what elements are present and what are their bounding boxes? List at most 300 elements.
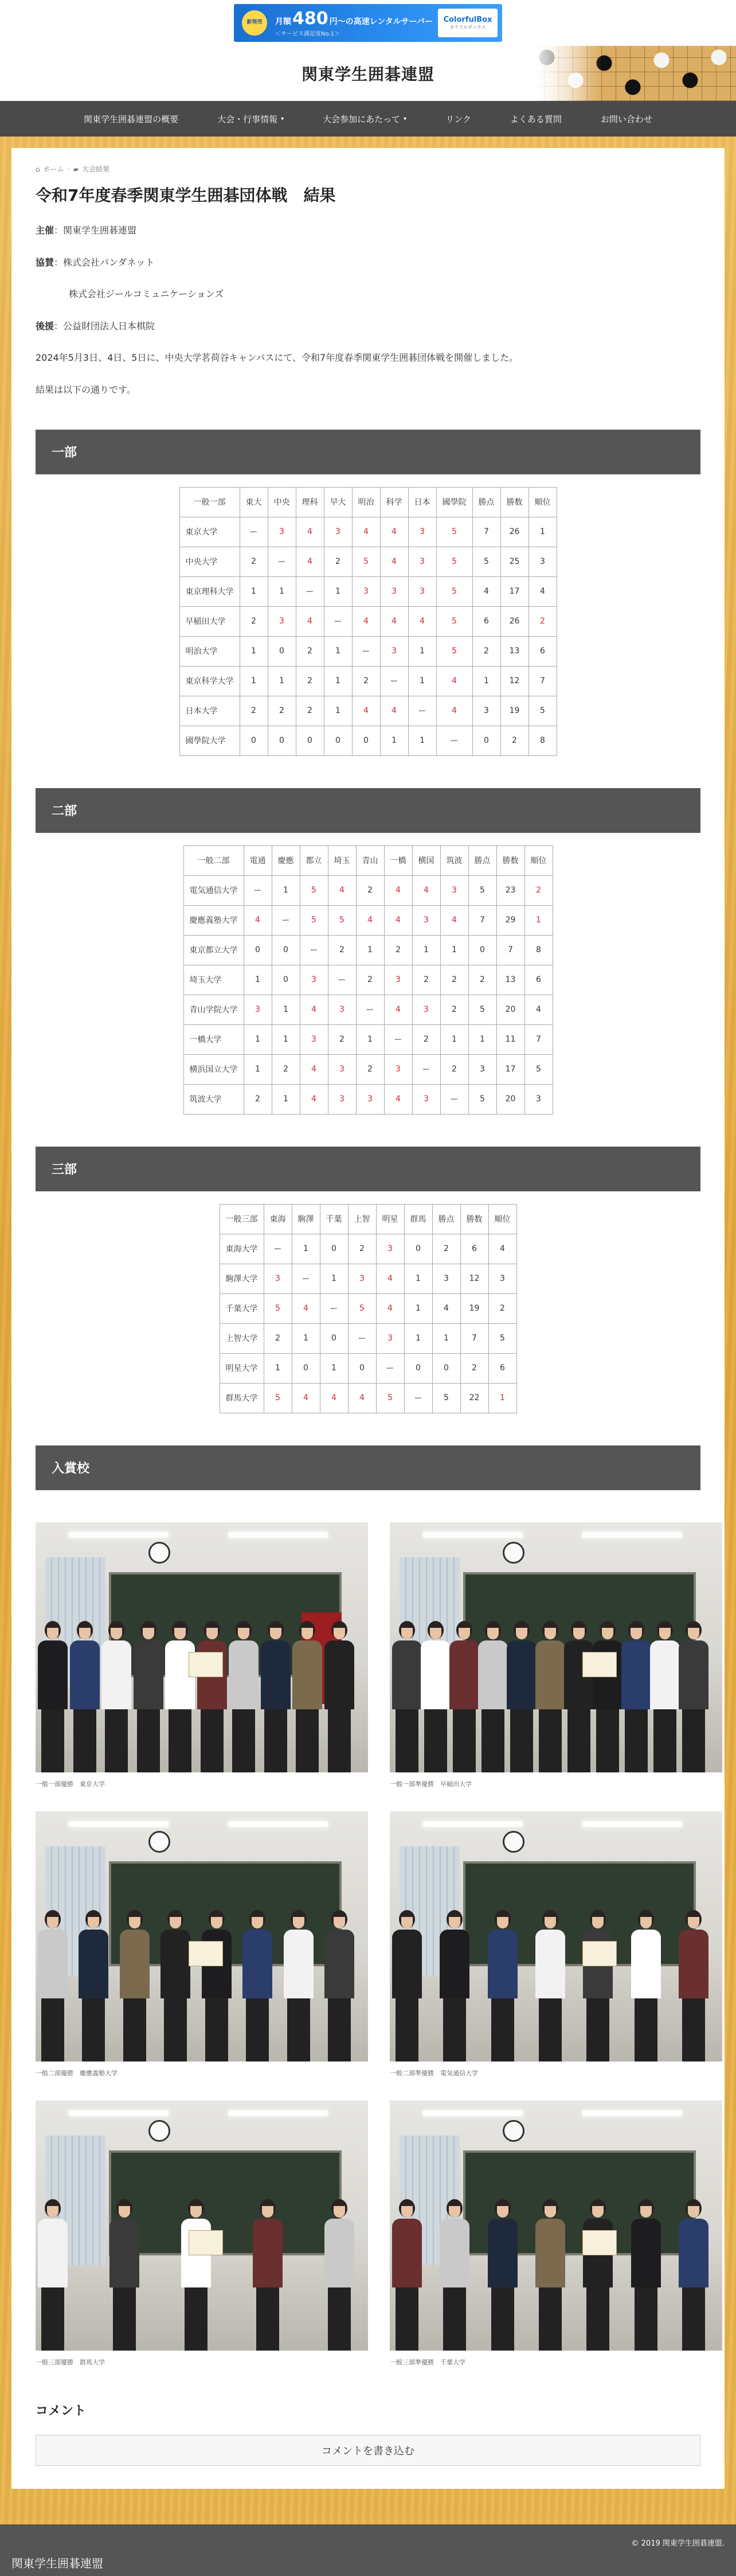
table-cell: 4 bbox=[384, 875, 412, 905]
table-cell: ー bbox=[412, 1054, 440, 1084]
table-cell: 26 bbox=[500, 606, 528, 636]
table-cell: 17 bbox=[496, 1054, 524, 1084]
table-cell: 2 bbox=[348, 1234, 376, 1264]
winner-photo[interactable] bbox=[36, 2100, 368, 2351]
person-figure bbox=[253, 2199, 283, 2351]
table-cell: 5 bbox=[436, 636, 472, 666]
table-cell: ー bbox=[324, 606, 352, 636]
table-cell: 3 bbox=[268, 517, 296, 547]
winner-photo[interactable] bbox=[36, 1522, 368, 1772]
chevron-down-icon: ▾ bbox=[281, 115, 284, 122]
ad-logo-sub: カラフルボックス bbox=[449, 25, 486, 30]
person-figure bbox=[134, 1621, 163, 1772]
table-cell: 0 bbox=[468, 935, 496, 965]
result-intro: 結果は以下の通りです。 bbox=[36, 384, 136, 395]
table-header-row bbox=[220, 1204, 516, 1234]
person-figure bbox=[284, 1910, 314, 2061]
table-cell: 4 bbox=[432, 1293, 460, 1323]
table-cell: 4 bbox=[412, 875, 440, 905]
table-cell: 4 bbox=[524, 995, 553, 1024]
table-cell: 19 bbox=[500, 696, 528, 726]
table-row bbox=[183, 935, 553, 965]
table-cell: 23 bbox=[496, 875, 524, 905]
table-cell: 1 bbox=[240, 576, 268, 606]
team-name-cell: 群馬大学 bbox=[220, 1383, 264, 1413]
table-cell: 5 bbox=[468, 995, 496, 1024]
table-row bbox=[183, 965, 553, 995]
person-figure bbox=[38, 1910, 68, 2061]
table-cell: 0 bbox=[404, 1234, 432, 1264]
table-row bbox=[183, 905, 553, 935]
table-column-header: 千葉 bbox=[320, 1204, 348, 1234]
table-cell: 2 bbox=[440, 965, 468, 995]
table-cell: 11 bbox=[496, 1024, 524, 1054]
table-cell: 26 bbox=[500, 517, 528, 547]
table-cell: 5 bbox=[376, 1383, 404, 1413]
goban-image bbox=[530, 46, 736, 101]
winner-photo-card bbox=[390, 1522, 722, 1788]
table-row bbox=[179, 517, 557, 547]
person-figure bbox=[535, 2199, 565, 2351]
table-cell: 5 bbox=[432, 1383, 460, 1413]
table-row bbox=[179, 606, 557, 636]
table-cell: 2 bbox=[468, 965, 496, 995]
winner-photo[interactable] bbox=[390, 1811, 722, 2061]
breadcrumb bbox=[36, 164, 700, 174]
group-of-people bbox=[36, 2191, 368, 2351]
table-row bbox=[179, 636, 557, 666]
table-cell: 2 bbox=[244, 1084, 272, 1114]
team-name-cell: 一橋大学 bbox=[183, 1024, 244, 1054]
team-name-cell: 國學院大学 bbox=[179, 726, 240, 755]
person-figure bbox=[242, 1910, 272, 2061]
table-cell: 5 bbox=[488, 1323, 516, 1353]
team-name-cell: 電気通信大学 bbox=[183, 875, 244, 905]
results-table bbox=[179, 487, 557, 756]
table-cell: 1 bbox=[292, 1234, 320, 1264]
certificate bbox=[582, 2230, 617, 2255]
ad-subline: ＜サービス満足度No.1＞ bbox=[275, 31, 340, 37]
certificate bbox=[189, 1652, 223, 1677]
table-cell: 1 bbox=[408, 636, 436, 666]
table-cell: 7 bbox=[524, 1024, 553, 1054]
folder-icon: ▰ bbox=[73, 165, 79, 173]
table-cell: 3 bbox=[408, 576, 436, 606]
team-name-cell: 慶應義塾大学 bbox=[183, 905, 244, 935]
table-column-header: 東大 bbox=[240, 487, 268, 517]
table-cell: 5 bbox=[436, 547, 472, 576]
table-cell: 12 bbox=[500, 666, 528, 696]
results-table-wrap bbox=[36, 845, 700, 1114]
table-column-header: 勝数 bbox=[496, 845, 524, 875]
group-of-people bbox=[36, 1612, 368, 1772]
table-cell: 5 bbox=[436, 576, 472, 606]
table-cell: 2 bbox=[412, 1024, 440, 1054]
person-figure bbox=[488, 2199, 518, 2351]
table-header-row bbox=[179, 487, 557, 517]
table-cell: 3 bbox=[324, 517, 352, 547]
table-column-header: 科学 bbox=[380, 487, 408, 517]
site-title-link[interactable]: 関東学生囲碁連盟 bbox=[301, 65, 434, 84]
table-cell: 2 bbox=[356, 965, 384, 995]
table-column-header: 國學院 bbox=[436, 487, 472, 517]
nav-item-label: お問い合わせ bbox=[600, 114, 652, 124]
table-cell: 2 bbox=[324, 547, 352, 576]
table-cell: ー bbox=[272, 905, 300, 935]
table-cell: 22 bbox=[460, 1383, 488, 1413]
section-heading-winners: 入賞校 bbox=[36, 1445, 700, 1490]
table-cell: 4 bbox=[352, 517, 380, 547]
table-column-header: 中央 bbox=[268, 487, 296, 517]
sponsor-line-2: 株式会社ジールコミュニケーションズ bbox=[69, 289, 224, 300]
table-cell: ー bbox=[268, 547, 296, 576]
table-corner-header: 一般一部 bbox=[179, 487, 240, 517]
team-name-cell: 上智大学 bbox=[220, 1323, 264, 1353]
table-cell: 1 bbox=[272, 1084, 300, 1114]
table-cell: 2 bbox=[268, 696, 296, 726]
table-cell: ー bbox=[436, 726, 472, 755]
table-cell: 1 bbox=[292, 1323, 320, 1353]
person-figure bbox=[202, 1910, 232, 2061]
winner-photo[interactable] bbox=[390, 2100, 722, 2351]
table-cell: 2 bbox=[296, 636, 324, 666]
table-row bbox=[179, 547, 557, 576]
table-cell: 1 bbox=[380, 726, 408, 755]
team-name-cell: 東京大学 bbox=[179, 517, 240, 547]
ad-logo-text: ColorfulBox bbox=[443, 15, 492, 24]
person-figure bbox=[488, 1910, 518, 2061]
table-cell: 3 bbox=[380, 576, 408, 606]
table-cell: 4 bbox=[296, 606, 324, 636]
team-name-cell: 東京科学大学 bbox=[179, 666, 240, 696]
certificate bbox=[582, 1652, 617, 1677]
team-name-cell: 筑波大学 bbox=[183, 1084, 244, 1114]
table-cell: 3 bbox=[432, 1264, 460, 1293]
table-cell: ー bbox=[348, 1323, 376, 1353]
person-figure bbox=[109, 2199, 139, 2351]
ceiling-light bbox=[582, 1532, 682, 1538]
results-table-wrap bbox=[36, 1204, 700, 1413]
table-row bbox=[183, 875, 553, 905]
table-cell: 5 bbox=[472, 547, 500, 576]
photo-caption: 一般一部優勝 東京大学 bbox=[36, 1780, 105, 1788]
table-row bbox=[183, 1024, 553, 1054]
table-cell: 2 bbox=[460, 1353, 488, 1383]
table-corner-header: 一般二部 bbox=[183, 845, 244, 875]
results-table bbox=[220, 1204, 517, 1413]
nav-item-1[interactable] bbox=[198, 101, 303, 137]
table-row bbox=[179, 666, 557, 696]
table-cell: 1 bbox=[324, 666, 352, 696]
table-column-header: 順位 bbox=[528, 487, 557, 517]
table-cell: 2 bbox=[356, 1054, 384, 1084]
person-figure bbox=[583, 2199, 613, 2351]
table-cell: 3 bbox=[524, 1084, 553, 1114]
certificate bbox=[189, 1941, 223, 1966]
table-cell: 0 bbox=[320, 1234, 348, 1264]
nav-item-4[interactable] bbox=[491, 101, 581, 137]
photo-caption: 一般二部優勝 慶應義塾大学 bbox=[36, 2069, 118, 2077]
table-cell: 4 bbox=[436, 666, 472, 696]
ceiling-light bbox=[228, 2110, 328, 2116]
table-cell: 0 bbox=[268, 726, 296, 755]
table-cell: 4 bbox=[296, 547, 324, 576]
section-heading-division: 二部 bbox=[36, 788, 700, 833]
table-cell: 2 bbox=[264, 1323, 292, 1353]
nav-item-5[interactable] bbox=[581, 101, 672, 137]
table-cell: ー bbox=[356, 995, 384, 1024]
team-name-cell: 明治大学 bbox=[179, 636, 240, 666]
table-row bbox=[220, 1383, 516, 1413]
table-cell: 0 bbox=[268, 636, 296, 666]
person-figure bbox=[160, 1910, 190, 2061]
footer-copyright: © 2019 関東学生囲碁連盟. bbox=[631, 2539, 725, 2548]
write-comment-button[interactable]: コメントを書き込む bbox=[36, 2435, 700, 2466]
table-cell: 2 bbox=[440, 995, 468, 1024]
table-cell: 7 bbox=[460, 1323, 488, 1353]
table-cell: 3 bbox=[380, 636, 408, 666]
ad-price: 480 bbox=[292, 9, 328, 29]
table-cell: 3 bbox=[264, 1264, 292, 1293]
group-of-people bbox=[390, 1612, 722, 1772]
person-figure bbox=[392, 2199, 422, 2351]
table-cell: 4 bbox=[292, 1383, 320, 1413]
table-cell: ー bbox=[408, 696, 436, 726]
table-column-header: 東海 bbox=[264, 1204, 292, 1234]
person-figure bbox=[440, 1910, 469, 2061]
table-cell: 3 bbox=[328, 1054, 356, 1084]
table-cell: 2 bbox=[472, 636, 500, 666]
table-cell: 2 bbox=[524, 875, 553, 905]
clock-icon bbox=[148, 2120, 170, 2142]
nav-item-0[interactable] bbox=[64, 101, 198, 137]
person-figure bbox=[165, 1621, 195, 1772]
organizer-label: 主催 bbox=[36, 225, 54, 236]
table-row bbox=[220, 1293, 516, 1323]
table-cell: 17 bbox=[500, 576, 528, 606]
table-cell: 6 bbox=[472, 606, 500, 636]
table-cell: 2 bbox=[488, 1293, 516, 1323]
sponsor-line bbox=[36, 255, 700, 270]
table-cell: 4 bbox=[300, 1084, 328, 1114]
table-cell: 2 bbox=[272, 1054, 300, 1084]
table-cell: 5 bbox=[524, 1054, 553, 1084]
table-cell: 1 bbox=[432, 1323, 460, 1353]
ad-price-suffix: 円〜の高速レンタルサーバー bbox=[329, 17, 433, 26]
organizer-line bbox=[36, 223, 700, 238]
support-value: ：公益財団法人日本棋院 bbox=[54, 320, 155, 332]
team-name-cell: 日本大学 bbox=[179, 696, 240, 726]
table-cell: 3 bbox=[352, 576, 380, 606]
table-cell: 0 bbox=[404, 1353, 432, 1383]
table-column-header: 理科 bbox=[296, 487, 324, 517]
table-cell: ー bbox=[328, 965, 356, 995]
table-cell: 4 bbox=[352, 606, 380, 636]
person-figure bbox=[631, 2199, 661, 2351]
table-cell: 1 bbox=[240, 666, 268, 696]
table-cell: ー bbox=[264, 1234, 292, 1264]
table-cell: 4 bbox=[348, 1383, 376, 1413]
breadcrumb-category[interactable]: 大会結果 bbox=[81, 165, 109, 173]
table-cell: 1 bbox=[356, 1024, 384, 1054]
table-cell: 4 bbox=[384, 995, 412, 1024]
table-column-header: 順位 bbox=[488, 1204, 516, 1234]
nav-item-label: 関東学生囲碁連盟の概要 bbox=[84, 114, 179, 124]
table-cell: 5 bbox=[300, 875, 328, 905]
person-figure bbox=[392, 1621, 422, 1772]
person-figure bbox=[593, 1621, 623, 1772]
footer-title: 関東学生囲碁連盟 bbox=[11, 2556, 103, 2570]
ad-logo bbox=[438, 9, 498, 37]
table-row bbox=[183, 995, 553, 1024]
table-cell: 5 bbox=[436, 606, 472, 636]
table-cell: 0 bbox=[432, 1353, 460, 1383]
person-figure bbox=[564, 1621, 594, 1772]
person-figure bbox=[478, 1621, 508, 1772]
table-column-header: 都立 bbox=[300, 845, 328, 875]
person-figure bbox=[229, 1621, 259, 1772]
table-column-header: 筑波 bbox=[440, 845, 468, 875]
winner-photo[interactable] bbox=[390, 1522, 722, 1772]
person-figure bbox=[38, 2199, 68, 2351]
table-cell: 4 bbox=[440, 905, 468, 935]
page-title: 令和7年度春季関東学生囲碁団体戦 結果 bbox=[36, 186, 336, 205]
comments-title: コメント bbox=[36, 2403, 87, 2418]
organizer-value: ：関東学生囲碁連盟 bbox=[54, 225, 137, 236]
sponsor-label: 協賛 bbox=[36, 256, 54, 268]
table-cell: 3 bbox=[356, 1084, 384, 1114]
table-cell: 19 bbox=[460, 1293, 488, 1323]
team-name-cell: 千葉大学 bbox=[220, 1293, 264, 1323]
ceiling-light bbox=[69, 1532, 169, 1538]
sponsor-value-1: ：株式会社パンダネット bbox=[54, 256, 155, 268]
table-cell: 1 bbox=[468, 1024, 496, 1054]
table-cell: 3 bbox=[348, 1264, 376, 1293]
person-figure bbox=[261, 1621, 291, 1772]
table-cell: 1 bbox=[320, 1264, 348, 1293]
person-figure bbox=[120, 1910, 150, 2061]
table-cell: ー bbox=[292, 1264, 320, 1293]
table-cell: 0 bbox=[472, 726, 500, 755]
ad-price-prefix: 月額 bbox=[275, 17, 291, 26]
table-cell: 3 bbox=[412, 1084, 440, 1114]
ceiling-light bbox=[69, 1821, 169, 1827]
support-line bbox=[36, 319, 700, 334]
table-corner-header: 一般三部 bbox=[220, 1204, 264, 1234]
table-cell: 3 bbox=[376, 1323, 404, 1353]
table-column-header: 一橋 bbox=[384, 845, 412, 875]
person-figure bbox=[449, 1621, 479, 1772]
table-column-header: 勝点 bbox=[472, 487, 500, 517]
table-cell: 4 bbox=[300, 1054, 328, 1084]
table-cell: 0 bbox=[348, 1353, 376, 1383]
table-cell: 1 bbox=[472, 666, 500, 696]
group-of-people bbox=[390, 2191, 722, 2351]
table-column-header: 青山 bbox=[356, 845, 384, 875]
table-cell: 5 bbox=[264, 1293, 292, 1323]
table-row bbox=[179, 696, 557, 726]
table-cell: 2 bbox=[240, 606, 268, 636]
winner-photo-card bbox=[390, 2100, 722, 2367]
table-cell: 4 bbox=[356, 905, 384, 935]
team-name-cell: 東京都立大学 bbox=[183, 935, 244, 965]
table-row bbox=[220, 1234, 516, 1264]
table-cell: ー bbox=[320, 1293, 348, 1323]
table-cell: 5 bbox=[468, 1084, 496, 1114]
table-cell: 8 bbox=[524, 935, 553, 965]
site-header bbox=[0, 46, 736, 101]
table-column-header: 駒澤 bbox=[292, 1204, 320, 1234]
table-cell: 1 bbox=[244, 1054, 272, 1084]
photo-caption: 一般三部準優勝 千葉大学 bbox=[390, 2358, 465, 2366]
table-column-header: 群馬 bbox=[404, 1204, 432, 1234]
table-cell: 4 bbox=[436, 696, 472, 726]
person-figure bbox=[535, 1621, 565, 1772]
person-figure bbox=[197, 1621, 227, 1772]
person-figure bbox=[631, 1910, 661, 2061]
table-cell: 13 bbox=[496, 965, 524, 995]
table-cell: 1 bbox=[440, 1024, 468, 1054]
table-column-header: 早大 bbox=[324, 487, 352, 517]
table-cell: 1 bbox=[412, 935, 440, 965]
table-cell: 3 bbox=[408, 547, 436, 576]
table-cell: 3 bbox=[468, 1054, 496, 1084]
ad-banner[interactable] bbox=[234, 4, 502, 42]
nav-item-3[interactable] bbox=[426, 101, 491, 137]
clock-icon bbox=[503, 1831, 524, 1853]
table-cell: ー bbox=[300, 935, 328, 965]
table-cell: 20 bbox=[496, 1084, 524, 1114]
table-cell: 0 bbox=[244, 935, 272, 965]
table-cell: 4 bbox=[488, 1234, 516, 1264]
table-cell: 3 bbox=[528, 547, 557, 576]
table-cell: 4 bbox=[376, 1264, 404, 1293]
table-cell: 5 bbox=[348, 1293, 376, 1323]
table-row bbox=[220, 1323, 516, 1353]
nav-item-2[interactable] bbox=[303, 101, 426, 137]
table-column-header: 慶應 bbox=[272, 845, 300, 875]
winner-photo[interactable] bbox=[36, 1811, 368, 2061]
table-cell: 13 bbox=[500, 636, 528, 666]
table-cell: 4 bbox=[472, 576, 500, 606]
person-figure bbox=[101, 1621, 131, 1772]
table-cell: 1 bbox=[524, 905, 553, 935]
table-column-header: 順位 bbox=[524, 845, 553, 875]
winner-photo-card bbox=[36, 1522, 368, 1788]
table-row bbox=[183, 1054, 553, 1084]
table-cell: 3 bbox=[300, 1024, 328, 1054]
table-cell: 2 bbox=[296, 696, 324, 726]
table-cell: 5 bbox=[300, 905, 328, 935]
table-cell: 0 bbox=[352, 726, 380, 755]
table-cell: 1 bbox=[244, 1024, 272, 1054]
table-cell: 2 bbox=[500, 726, 528, 755]
team-name-cell: 青山学院大学 bbox=[183, 995, 244, 1024]
table-cell: 3 bbox=[384, 965, 412, 995]
nav-item-label: よくある質問 bbox=[510, 114, 562, 124]
table-cell: 3 bbox=[328, 995, 356, 1024]
table-cell: 3 bbox=[328, 1084, 356, 1114]
table-cell: 3 bbox=[384, 1054, 412, 1084]
table-row bbox=[220, 1264, 516, 1293]
table-cell: 4 bbox=[292, 1293, 320, 1323]
table-cell: 3 bbox=[440, 875, 468, 905]
breadcrumb-home[interactable]: ホーム bbox=[43, 165, 64, 173]
divisions bbox=[36, 430, 700, 1413]
table-column-header: 明星 bbox=[376, 1204, 404, 1234]
clock-icon bbox=[503, 1542, 524, 1564]
table-cell: 1 bbox=[528, 517, 557, 547]
